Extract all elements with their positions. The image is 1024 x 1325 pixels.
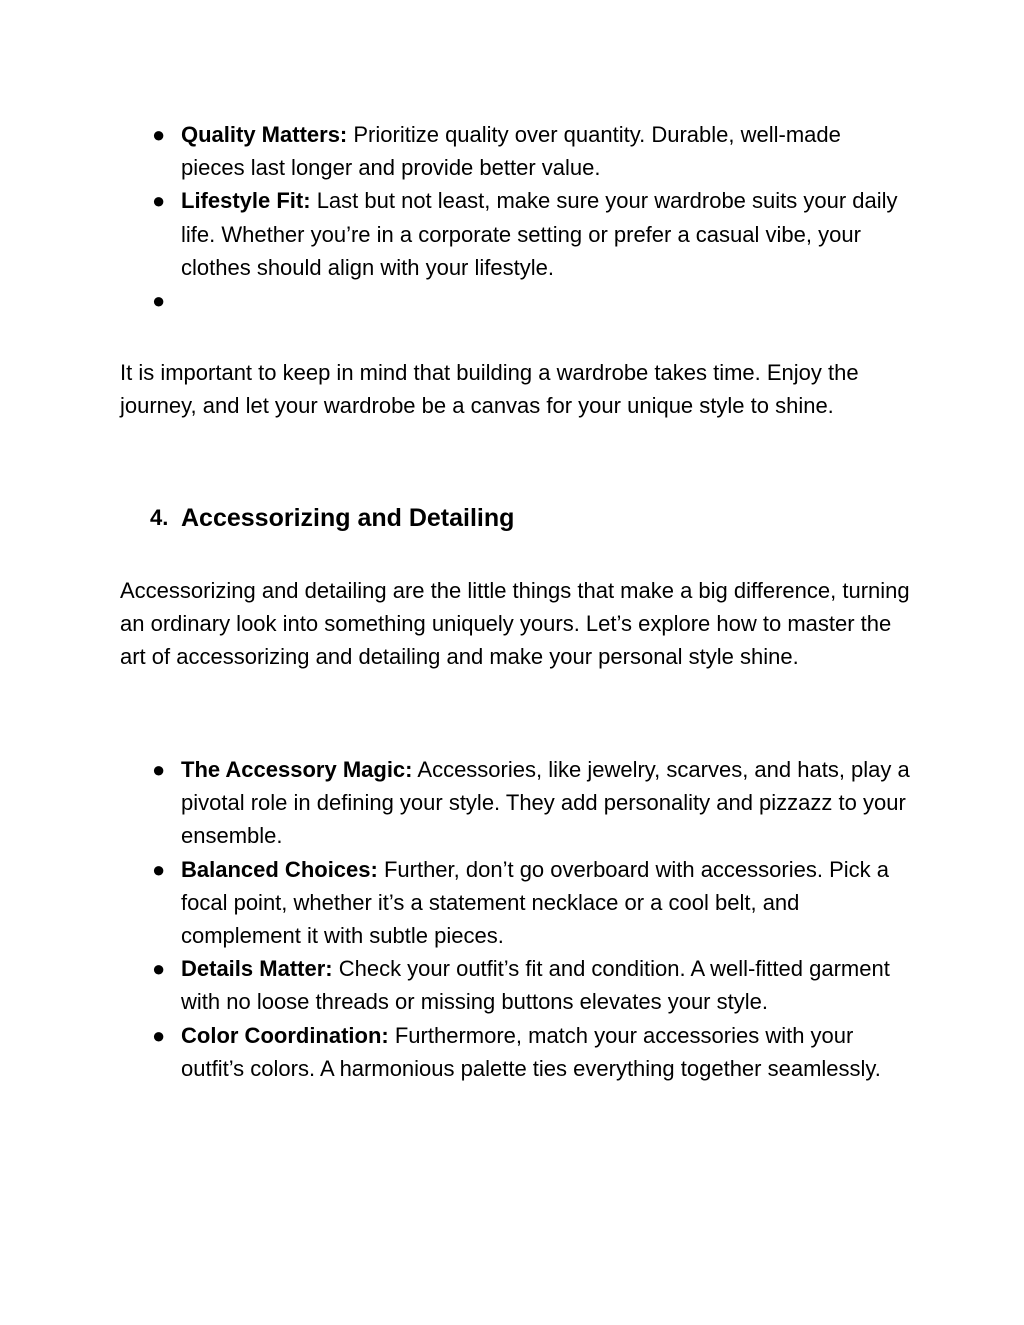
list-item-term: Color Coordination:: [181, 1022, 389, 1048]
bullet-icon: ●: [152, 1022, 166, 1048]
list-item-text: Furthermore, match your accessories with your outfit’s colors. A harmonious palette ties everything together seamlessly.: [181, 1022, 881, 1081]
section-number: 4.: [150, 505, 169, 530]
list-item-text: Check your outfit’s fit and condition. A well-fitted garment with no loose threads or missing buttons elevates your style.: [181, 956, 890, 1015]
list-item-text: Prioritize quality over quantity. Durable, well-made pieces last longer and provide better value.: [181, 122, 841, 181]
bullet-icon: ●: [152, 122, 166, 147]
list-item-text: Accessories, like jewelry, scarves, and hats, play a pivotal role in defining your style. They add personality and pizzazz to your ensemble.: [181, 757, 910, 849]
list-item: [120, 184, 910, 284]
list-item-term: Lifestyle Fit:: [181, 188, 311, 214]
bullet-icon: ●: [152, 288, 166, 314]
paragraph-accessorizing-intro: [120, 574, 910, 674]
bullet-icon: ●: [152, 188, 166, 214]
list-item-term: Balanced Choices:: [181, 856, 378, 882]
section-title: Accessorizing and Detailing: [181, 504, 515, 532]
list-item: [120, 853, 910, 953]
list-item-empty: [120, 284, 910, 317]
bullet-icon: ●: [152, 757, 166, 782]
list-item-term: The Accessory Magic:: [181, 757, 413, 782]
list-item: [120, 118, 910, 184]
list-item: [120, 753, 910, 853]
bottom-bullet-list: [120, 753, 910, 1085]
list-item: [120, 952, 910, 1018]
bullet-icon: ●: [152, 856, 166, 882]
list-item-term: Details Matter:: [181, 956, 333, 982]
body-paragraph: Accessorizing and detailing are the little things that make a big difference, turning an ordinary look into something uniquely yours. Let’s explore how to master the art of accessorizing and detailing and make your personal style shine.: [120, 578, 910, 670]
list-item-text: Further, don’t go overboard with accessories. Pick a focal point, whether it’s a statement necklace or a cool belt, and complement it with subtle pieces.: [181, 856, 889, 949]
bullet-icon: ●: [152, 956, 166, 982]
list-item-term: Quality Matters:: [181, 122, 348, 147]
paragraph-wardrobe-time: [120, 356, 910, 422]
top-bullet-list: [120, 118, 910, 317]
list-item-text: Last but not least, make sure your wardrobe suits your daily life. Whether you’re in a corporate setting or prefer a casual vibe, your clothes should align with your lifestyle.: [181, 188, 898, 280]
list-item: [120, 1019, 910, 1085]
body-paragraph: It is important to keep in mind that building a wardrobe takes time. Enjoy the journey, and let your wardrobe be a canvas for your unique style to shine.: [120, 360, 859, 419]
